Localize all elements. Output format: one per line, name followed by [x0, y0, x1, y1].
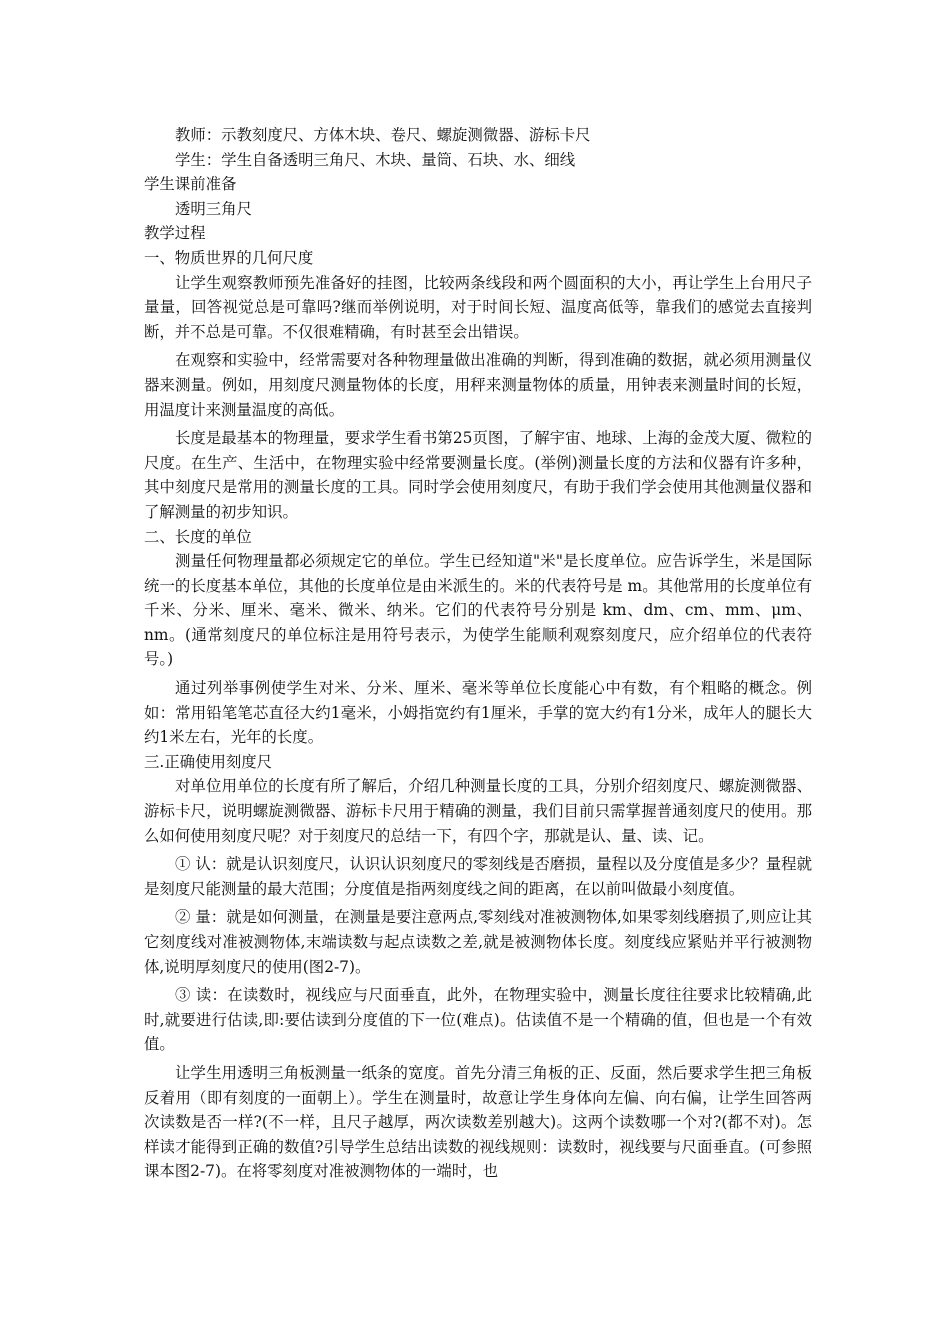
paragraph: 通过列举事例使学生对米、分米、厘米、毫米等单位长度能心中有数，有个粗略的概念。例如：常用铅笔笔芯直径大约1毫米，小姆指宽约有1厘米，手掌的宽大约有1分米，成年人的腿长大约1米左右，光年的长度。 — [144, 679, 812, 747]
paragraph: 让学生观察教师预先准备好的挂图，比较两条线段和两个圆面积的大小，再让学生上台用尺子量量，回答视觉总是可靠吗?继而举例说明，对于时间长短、温度高低等，靠我们的感觉去直接判断，并不总是可靠。不仅很难精确，有时甚至会出错误。 — [144, 273, 812, 341]
paragraph: 对单位用单位的长度有所了解后，介绍几种测量长度的工具，分别介绍刻度尺、螺旋测微器、游标卡尺，说明螺旋测微器、游标卡尺用于精确的测量，我们目前只需掌握普通刻度尺的使用。那么如何使用刻度尺呢？对于刻度尺的总结一下，有四个字，那就是认、量、读、记。 — [144, 777, 812, 845]
section-heading: 三.正确使用刻度尺 — [144, 752, 273, 771]
student-materials: 学生：学生自备透明三角尺、木块、量筒、石块、水、细线 — [175, 150, 576, 169]
teacher-materials: 教师：示教刻度尺、方体木块、卷尺、螺旋测微器、游标卡尺 — [175, 126, 591, 144]
prep-heading: 学生课前准备 — [144, 175, 237, 194]
paragraph: 测量任何物理量都必须规定它的单位。学生已经知道"米"是长度单位。应告诉学生，米是国际统一的长度基本单位，其他的长度单位是由米派生的。米的代表符号是 m。其他常用的长度单位有千米、分米、厘米、毫米、微米、纳米。它们的代表符号分别是 km、dm、cm、mm、μm、nm。(通常刻度尺的单位标注是用符号表示，为使学生能顺利观察刻度尺，应介绍单位的代表符号。) — [144, 552, 812, 669]
paragraph: ② 量：就是如何测量，在测量是要注意两点,零刻线对准被测物体,如果零刻线磨损了,则应让其它刻度线对准被测物体,末端读数与起点读数之差,就是被测物体长度。刻度线应紧贴并平行被测物体,说明厚刻度尺的使用(图2-7)。 — [144, 908, 812, 976]
paragraph: ③ 读：在读数时，视线应与尺面垂直，此外，在物理实验中，测量长度往往要求比较精确,此时,就要进行估读,即:要估读到分度值的下一位(难点)。估读值不是一个精确的值，但也是一个有效值。 — [144, 986, 812, 1054]
section-heading: 二、长度的单位 — [144, 527, 252, 546]
paragraph: 让学生用透明三角板测量一纸条的宽度。首先分清三角板的正、反面，然后要求学生把三角板反着用（即有刻度的一面朝上）。学生在测量时，故意让学生身体向左偏、向右偏，让学生回答两次读数是否一样?(不一样，且尺子越厚，两次读数差别越大)。这两个读数哪一个对?(都不对)。怎样读才能得到正确的数值?引导学生总结出读数的视线规则：读数时，视线要与尺面垂直。(可参照课本图2-7)。在将零刻度对准被测物体的一端时，也 — [144, 1063, 812, 1181]
document-body — [144, 123, 812, 1184]
process-heading: 教学过程 — [144, 224, 206, 243]
prep-item: 透明三角尺 — [175, 199, 252, 218]
paragraph: 在观察和实验中，经常需要对各种物理量做出准确的判断，得到准确的数据，就必须用测量仪器来测量。例如，用刻度尺测量物体的长度，用秤来测量物体的质量，用钟表来测量时间的长短，用温度计来测量温度的高低。 — [144, 351, 812, 419]
paragraph: ① 认：就是认识刻度尺，认识认识刻度尺的零刻线是否磨损，量程以及分度值是多少？量程就是刻度尺能测量的最大范围；分度值是指两刻度线之间的距离，在以前叫做最小刻度值。 — [144, 855, 812, 898]
section-heading: 一、物质世界的几何尺度 — [144, 248, 314, 267]
paragraph: 长度是最基本的物理量，要求学生看书第25页图，了解宇宙、地球、上海的金茂大厦、微粒的尺度。在生产、生活中，在物理实验中经常要测量长度。(举例)测量长度的方法和仪器有许多种，其中刻度尺是常用的测量长度的工具。同时学会使用刻度尺，有助于我们学会使用其他测量仪器和了解测量的初步知识。 — [144, 429, 812, 521]
